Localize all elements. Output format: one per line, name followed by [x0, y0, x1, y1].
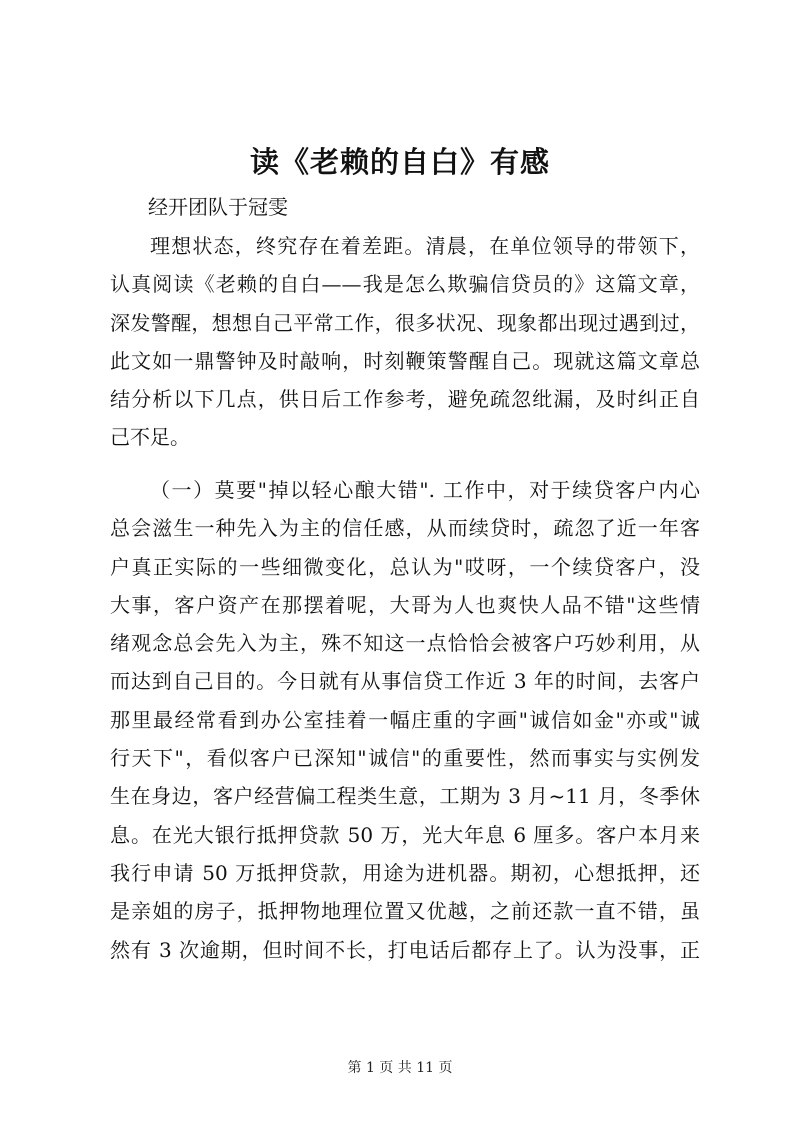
text-line: 深发警醒，想想自己平常工作，很多状况、现象都出现过遇到过， — [110, 310, 700, 335]
text-line: 绪观念总会先入为主，殊不知这一点恰恰会被客户巧妙利用，从 — [110, 631, 700, 656]
text-line: 大事，客户资产在那摆着呢，大哥为人也爽快人品不错"这些情 — [110, 592, 700, 617]
document-title: 读《老赖的自白》有感 — [249, 145, 550, 179]
text-line: 息。在光大银行抵押贷款 50 万，光大年息 6 厘多。客户本月来 — [110, 822, 700, 847]
paragraph-2 — [110, 471, 700, 969]
text-line: 户真正实际的一些细微变化，总认为"哎呀，一个续贷客户，没 — [110, 554, 700, 579]
text-line: 己不足。 — [110, 425, 190, 450]
text-line: 总会滋生一种先入为主的信任感，从而续贷时，疏忽了近一年客 — [110, 516, 700, 541]
text-line: 那里最经常看到办公室挂着一幅庄重的字画"诚信如金"亦或"诚 — [110, 707, 700, 732]
text-line: 生在身边，客户经营偏工程类生意，工期为 3 月~11 月，冬季休 — [110, 784, 700, 809]
paragraph-1 — [110, 227, 700, 457]
text-line: 然有 3 次逾期，但时间不长，打电话后都存上了。认为没事，正 — [110, 937, 700, 962]
text-line: 理想状态，终究存在着差距。清晨，在单位领导的带领下， — [150, 234, 700, 258]
text-line: 而达到自己目的。今日就有从事信贷工作近 3 年的时间，去客户 — [110, 669, 700, 694]
author-line: 经开团队于冠雯 — [148, 195, 288, 219]
text-line: 此文如一鼎警钟及时敲响，时刻鞭策警醒自己。现就这篇文章总 — [110, 348, 700, 373]
text-line: 认真阅读《老赖的自白——我是怎么欺骗信贷员的》这篇文章， — [110, 272, 700, 297]
page-footer: 第 1 页 共 11 页 — [347, 1060, 453, 1076]
text-line: 是亲姐的房子，抵押物地理位置又优越，之前还款一直不错，虽 — [110, 899, 700, 924]
text-line: 结分析以下几点，供日后工作参考，避免疏忽纰漏，及时纠正自 — [110, 387, 700, 412]
text-line: 我行申请 50 万抵押贷款，用途为进机器。期初，心想抵押，还 — [110, 860, 700, 885]
text-line: （一）莫要"掉以轻心酿大错". 工作中，对于续贷客户内心 — [150, 478, 700, 502]
text-line: 行天下"，看似客户已深知"诚信"的重要性，然而事实与实例发 — [110, 746, 700, 771]
